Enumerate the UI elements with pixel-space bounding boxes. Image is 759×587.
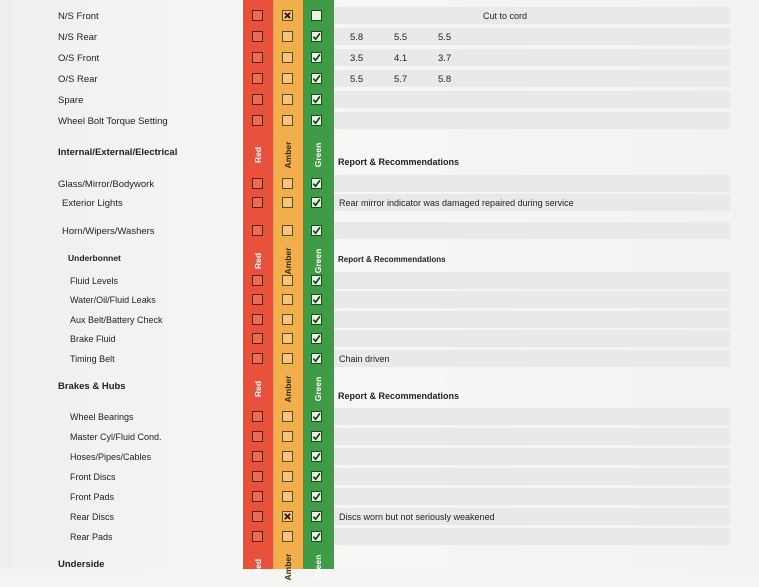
row-label: Rear Discs [70, 512, 115, 522]
row-label: O/S Front [58, 53, 100, 64]
tick-icon [312, 95, 321, 104]
row-label: Wheel Bolt Torque Setting [58, 116, 168, 127]
tick-icon [312, 492, 321, 501]
tread-depth-value: 5.5 [350, 74, 364, 85]
green-checkbox[interactable] [311, 491, 322, 502]
row-label: Spare [58, 95, 84, 106]
row-note: Cut to cord [483, 11, 528, 21]
red-checkbox[interactable] [252, 451, 263, 462]
tick-icon [312, 472, 321, 481]
section-title: Internal/External/Electrical [58, 147, 178, 158]
amber-checkbox[interactable] [282, 353, 293, 364]
amber-checkbox[interactable] [282, 531, 293, 542]
row-label: N/S Rear [58, 32, 98, 43]
report-recommendations-heading: Report & Recommendations [338, 255, 446, 264]
red-checkbox[interactable] [252, 73, 263, 84]
tick-icon [312, 315, 321, 324]
red-checkbox[interactable] [252, 314, 263, 325]
green-checkbox[interactable] [311, 225, 322, 236]
red-checkbox[interactable] [252, 431, 263, 442]
green-checkbox[interactable] [311, 275, 322, 286]
row-label: Master Cyl/Fluid Cond. [70, 432, 162, 442]
amber-column-header: Amber [283, 375, 293, 403]
row-stripe [334, 428, 730, 445]
amber-checkbox[interactable] [282, 333, 293, 344]
row-label: Rear Pads [70, 532, 113, 542]
tread-depth-value: 5.8 [438, 74, 452, 85]
row-stripe [334, 468, 730, 485]
tick-icon [312, 412, 321, 421]
amber-checkbox[interactable] [282, 10, 293, 21]
section-title: Underbonnet [68, 253, 121, 263]
green-checkbox[interactable] [311, 451, 322, 462]
tick-icon [312, 432, 321, 441]
row-stripe [334, 291, 730, 308]
tick-icon [312, 32, 321, 41]
amber-checkbox[interactable] [282, 31, 293, 42]
green-column-header: Green [313, 376, 323, 402]
tread-depth-value: 5.8 [350, 32, 364, 43]
tick-icon [312, 295, 321, 304]
amber-checkbox[interactable] [282, 275, 293, 286]
green-checkbox[interactable] [311, 52, 322, 63]
row-label: Timing Belt [70, 354, 115, 364]
red-checkbox[interactable] [252, 275, 263, 286]
row-label: Exterior Lights [62, 198, 123, 209]
red-checkbox[interactable] [252, 353, 263, 364]
red-checkbox[interactable] [252, 294, 263, 305]
red-checkbox[interactable] [252, 411, 263, 422]
green-checkbox[interactable] [311, 471, 322, 482]
amber-checkbox[interactable] [282, 115, 293, 126]
row-stripe [334, 112, 730, 129]
row-stripe [334, 272, 730, 289]
amber-column-header: Amber [283, 141, 293, 169]
row-stripe [334, 7, 730, 24]
row-label: O/S Rear [58, 74, 98, 85]
tread-depth-value: 5.7 [394, 74, 408, 85]
green-checkbox[interactable] [311, 31, 322, 42]
amber-checkbox[interactable] [282, 94, 293, 105]
amber-checkbox[interactable] [282, 197, 293, 208]
tick-icon [312, 452, 321, 461]
row-note: Chain driven [339, 354, 390, 364]
row-stripe [334, 330, 730, 347]
cross-icon [283, 11, 292, 20]
green-checkbox[interactable] [311, 431, 322, 442]
red-checkbox[interactable] [252, 178, 263, 189]
red-column-header: Red [253, 252, 263, 270]
row-label: Front Discs [70, 472, 116, 482]
red-checkbox[interactable] [252, 471, 263, 482]
amber-checkbox[interactable] [282, 225, 293, 236]
tread-depth-value: 5.5 [394, 32, 408, 43]
red-checkbox[interactable] [252, 10, 263, 21]
tread-depth-value: 4.1 [394, 53, 408, 64]
amber-checkbox[interactable] [282, 411, 293, 422]
red-checkbox[interactable] [252, 511, 263, 522]
green-checkbox[interactable] [311, 531, 322, 542]
green-checkbox[interactable] [311, 411, 322, 422]
tick-icon [312, 334, 321, 343]
amber-column-header: Amber [283, 247, 293, 275]
red-checkbox[interactable] [252, 531, 263, 542]
green-checkbox[interactable] [311, 333, 322, 344]
amber-checkbox[interactable] [282, 431, 293, 442]
tick-icon [312, 53, 321, 62]
green-column-header: Green [313, 248, 323, 274]
row-label: Wheel Bearings [70, 412, 134, 422]
green-checkbox[interactable] [311, 73, 322, 84]
green-column-header: Green [313, 142, 323, 168]
tick-icon [312, 276, 321, 285]
green-checkbox[interactable] [311, 294, 322, 305]
row-note: Rear mirror indicator was damaged repaired during service [339, 198, 574, 208]
tread-depth-value: 3.5 [350, 53, 364, 64]
row-stripe [334, 222, 730, 239]
cross-icon [283, 512, 292, 521]
row-stripe [334, 350, 730, 367]
section-title: Underside [58, 559, 105, 570]
red-column-header: Red [253, 146, 263, 164]
report-recommendations-heading: Report & Recommendations [338, 157, 460, 167]
amber-column-header: Amber [283, 553, 293, 581]
tick-icon [312, 226, 321, 235]
tick-icon [312, 74, 321, 83]
amber-checkbox[interactable] [282, 294, 293, 305]
red-checkbox[interactable] [252, 94, 263, 105]
report-recommendations-heading: Report & Recommendations [338, 391, 460, 401]
amber-checkbox[interactable] [282, 178, 293, 189]
section-title: Brakes & Hubs [58, 381, 126, 392]
green-column-header: Green [313, 554, 323, 580]
row-stripe [334, 175, 730, 192]
tick-icon [312, 532, 321, 541]
row-stripe [334, 91, 730, 108]
red-checkbox[interactable] [252, 333, 263, 344]
row-label: Glass/Mirror/Bodywork [58, 179, 155, 190]
red-checkbox[interactable] [252, 491, 263, 502]
red-checkbox[interactable] [252, 52, 263, 63]
green-checkbox[interactable] [311, 115, 322, 126]
row-label: Horn/Wipers/Washers [62, 226, 155, 237]
green-checkbox[interactable] [311, 178, 322, 189]
amber-checkbox[interactable] [282, 491, 293, 502]
row-note: Discs worn but not seriously weakened [339, 512, 495, 522]
row-stripe [334, 448, 730, 465]
green-checkbox[interactable] [311, 314, 322, 325]
row-label: Brake Fluid [70, 334, 116, 344]
red-column-header: Red [253, 558, 263, 576]
green-checkbox[interactable] [311, 94, 322, 105]
tick-icon [312, 198, 321, 207]
red-checkbox[interactable] [252, 197, 263, 208]
amber-checkbox[interactable] [282, 52, 293, 63]
green-checkbox[interactable] [311, 10, 322, 21]
amber-checkbox[interactable] [282, 314, 293, 325]
row-label: Fluid Levels [70, 276, 119, 286]
row-stripe [334, 408, 730, 425]
row-label: Aux Belt/Battery Check [70, 315, 163, 325]
green-checkbox[interactable] [311, 353, 322, 364]
tick-icon [312, 354, 321, 363]
tick-icon [312, 179, 321, 188]
tread-depth-value: 5.5 [438, 32, 452, 43]
row-label: Water/Oil/Fluid Leaks [70, 295, 156, 305]
amber-checkbox[interactable] [282, 471, 293, 482]
row-label: N/S Front [58, 11, 99, 22]
row-label: Front Pads [70, 492, 115, 502]
row-stripe [334, 528, 730, 545]
green-checkbox[interactable] [311, 511, 322, 522]
red-checkbox[interactable] [252, 115, 263, 126]
amber-checkbox[interactable] [282, 511, 293, 522]
red-checkbox[interactable] [252, 31, 263, 42]
green-checkbox[interactable] [311, 197, 322, 208]
row-stripe [334, 311, 730, 328]
tread-depth-value: 3.7 [438, 53, 452, 64]
red-checkbox[interactable] [252, 225, 263, 236]
row-label: Hoses/Pipes/Cables [70, 452, 152, 462]
tick-icon [312, 116, 321, 125]
red-column-header: Red [253, 380, 263, 398]
amber-checkbox[interactable] [282, 73, 293, 84]
tick-icon [312, 512, 321, 521]
amber-checkbox[interactable] [282, 451, 293, 462]
row-stripe [334, 488, 730, 505]
